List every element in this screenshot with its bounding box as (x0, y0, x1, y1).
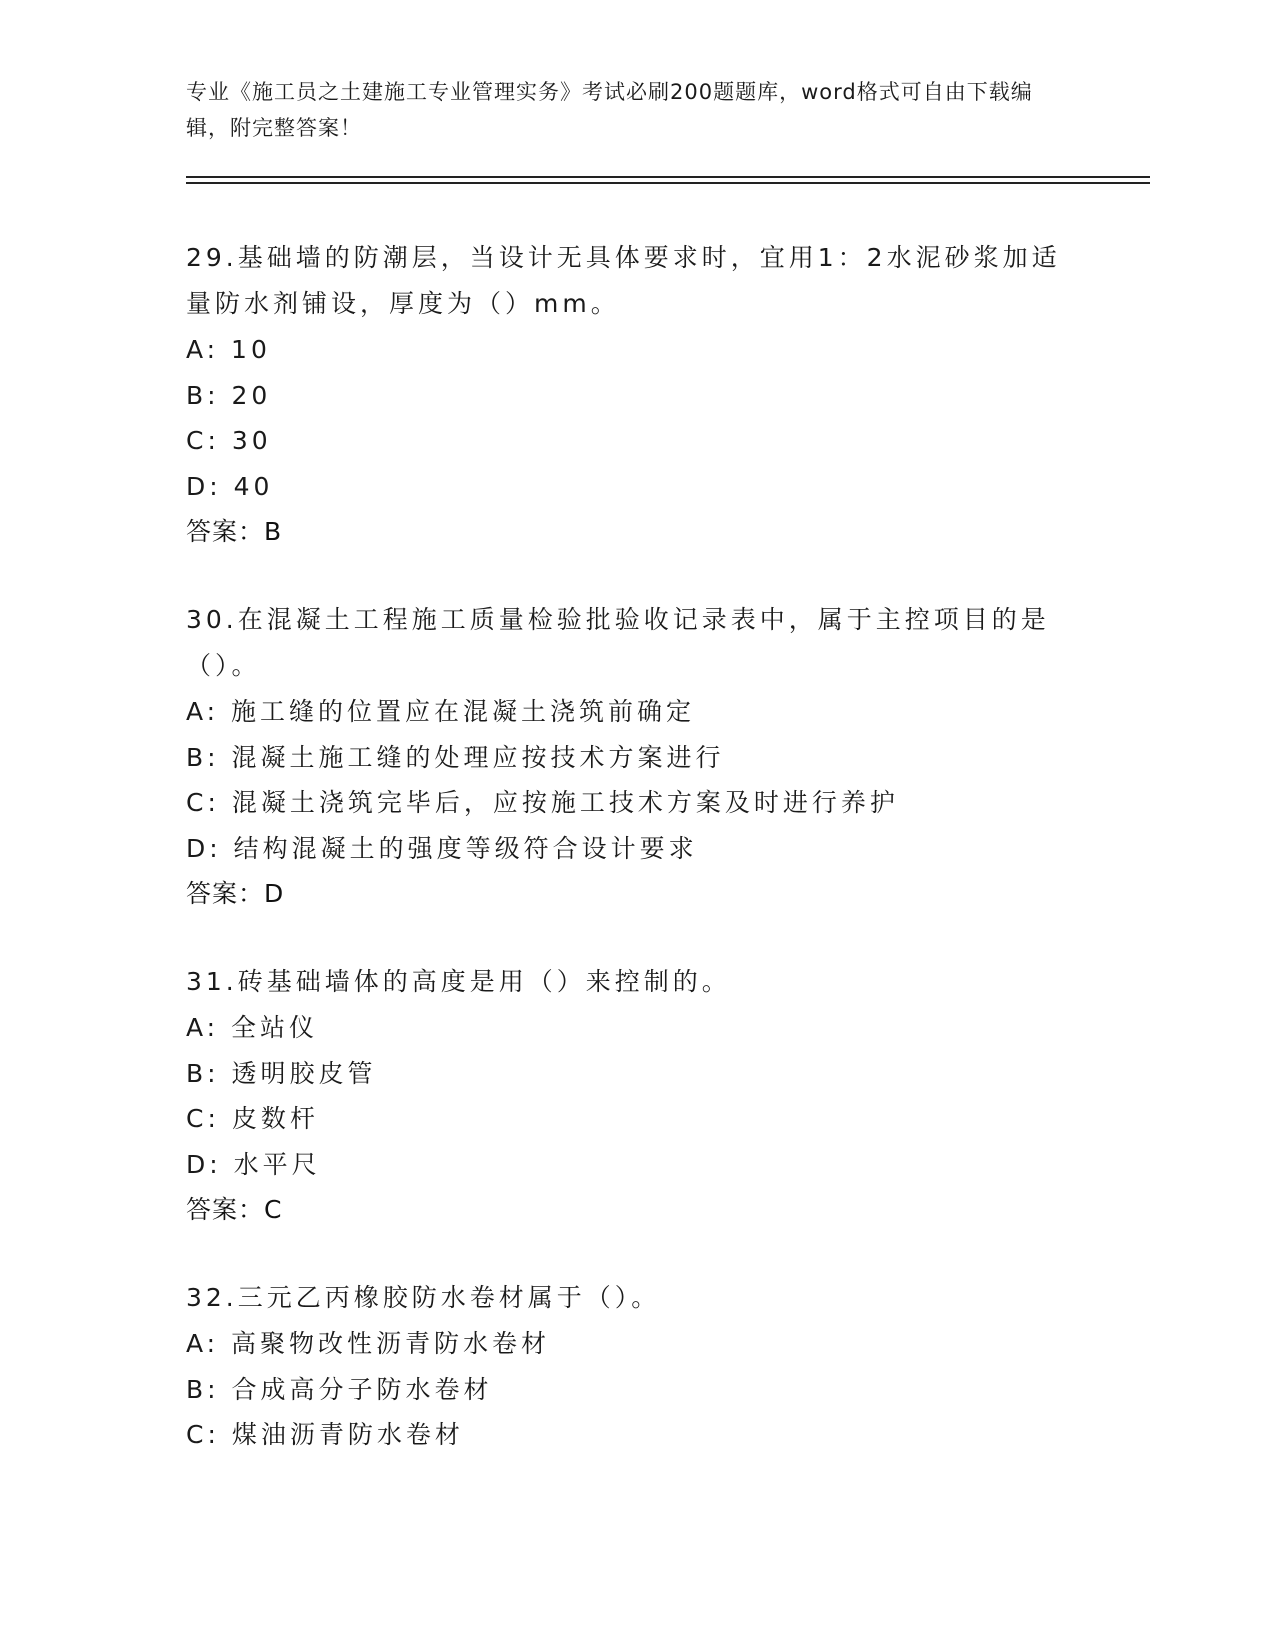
option-b: B: 20 (186, 380, 272, 410)
option-a: A: 高聚物改性沥青防水卷材 (186, 1329, 551, 1358)
answer-label: 答案：D (186, 879, 285, 908)
option-b: B: 混凝土施工缝的处理应按技术方案进行 (186, 742, 725, 772)
question-32 (186, 1275, 1086, 1458)
option-a: A: 施工缝的位置应在混凝土浇筑前确定 (186, 697, 696, 726)
header-divider-bottom (186, 182, 1150, 184)
question-list (186, 235, 1086, 1500)
question-30 (186, 597, 1086, 917)
option-c: C: 煤油沥青防水卷材 (186, 1420, 464, 1449)
header-divider-top (186, 176, 1150, 178)
option-d: D: 40 (186, 471, 274, 501)
option-d: D: 水平尺 (186, 1149, 321, 1179)
option-c: C: 皮数杆 (186, 1104, 319, 1133)
question-stem: 31.砖基础墙体的高度是用（）来控制的。 (186, 967, 731, 996)
option-d: D: 结构混凝土的强度等级符合设计要求 (186, 833, 698, 863)
document-header-text: 专业《施工员之土建施工专业管理实务》考试必刷200题题库，word格式可自由下载编辑，附完整答案！ (186, 80, 1033, 140)
question-31 (186, 959, 1086, 1233)
option-b: B: 合成高分子防水卷材 (186, 1374, 493, 1404)
question-stem: 30.在混凝土工程施工质量检验批验收记录表中，属于主控项目的是（）。 (186, 605, 1050, 680)
question-stem: 32.三元乙丙橡胶防水卷材属于（）。 (186, 1283, 661, 1312)
answer-label: 答案：B (186, 517, 283, 546)
question-29 (186, 235, 1086, 555)
answer-label: 答案：C (186, 1195, 283, 1224)
option-c: C: 混凝土浇筑完毕后，应按施工技术方案及时进行养护 (186, 788, 899, 817)
question-stem: 29.基础墙的防潮层，当设计无具体要求时，宜用1：2水泥砂浆加适量防水剂铺设，厚度为（）mm。 (186, 243, 1061, 318)
option-a: A: 10 (186, 335, 271, 364)
option-b: B: 透明胶皮管 (186, 1058, 377, 1088)
option-a: A: 全站仪 (186, 1013, 319, 1042)
option-c: C: 30 (186, 426, 272, 455)
